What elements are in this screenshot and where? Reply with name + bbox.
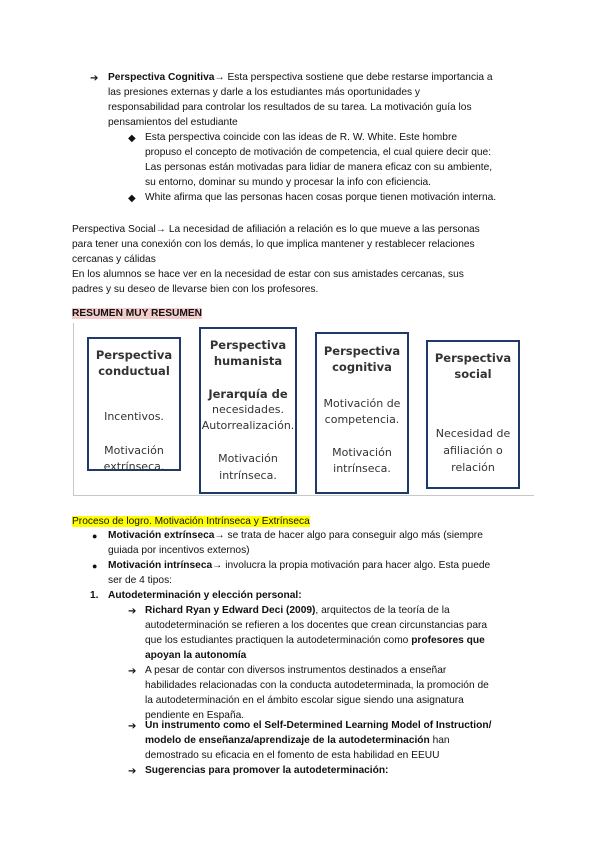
arrow-bullet-icon: ➔: [128, 766, 137, 777]
social-line-2: para tener una conexión con los demás, lo que implica mantener y restablecer relaciones: [72, 239, 475, 250]
box-title: humanista: [213, 354, 283, 368]
cognitiva-line-4: pensamientos del estudiante: [108, 117, 238, 128]
sub3-line-1: Un instrumento como el Self-Determined Learning Model of Instruction/: [145, 720, 492, 731]
social-line-3: cercanas y cálidas: [72, 254, 156, 265]
box-text: Motivación: [332, 446, 392, 459]
box-text: Motivación: [104, 444, 164, 457]
box-title: Perspectiva: [95, 348, 173, 362]
cognitiva-bullet1-line-3: Las personas están motivadas para lidiar de manera eficaz con su ambiente,: [145, 162, 493, 173]
box-title: Perspectiva: [323, 344, 401, 358]
sub2-line-4: pendiente en España.: [145, 710, 245, 721]
social-line-1: Perspectiva Social→ La necesidad de afiliación a relación es lo que mueve a las personas: [72, 224, 480, 235]
cognitiva-line-3: responsabilidad para controlar los resultados de su tarea. La motivación guía los: [108, 102, 472, 113]
arrow-bullet-icon: ➔: [128, 721, 137, 732]
extrinseca-line-1: Motivación extrínseca→ se trata de hacer algo para conseguir algo más (siempre: [108, 530, 483, 541]
item1-title: Autodeterminación y elección personal:: [108, 590, 302, 601]
box-text: intrínseca.: [333, 462, 391, 475]
sub3-line-3: demostrado su eficacia en el fomento de esta habilidad en EEUU: [145, 750, 440, 761]
summary-box-conductual: [87, 337, 181, 471]
cognitiva-title: Perspectiva Cognitiva: [108, 72, 215, 83]
diamond-bullet-icon: ◆: [128, 133, 136, 144]
cognitiva-line-2: las presiones externas y darle a los estudiantes más oportunidades y: [108, 87, 421, 98]
extrinseca-line-2: guiada por incentivos externos): [108, 545, 250, 556]
box-text: Jerarquía de: [208, 387, 288, 401]
proceso-heading: Proceso de logro. Motivación Intrínseca y Extrínseca: [72, 516, 310, 527]
cognitiva-bullet1-line-2: propuso el concepto de motivación de competencia, el cual quiere decir que:: [145, 147, 492, 158]
sub4-line-1: Sugerencias para promover la autodeterminación:: [145, 765, 389, 776]
sub1-line-4: apoyan la autonomía: [145, 650, 247, 661]
summary-box-social: [426, 340, 520, 489]
sub1-line-1: Richard Ryan y Edward Deci (2009), arquitectos de la teoría de la: [145, 605, 450, 616]
social-line-5: padres y su deseo de llevarse bien con los profesores.: [72, 284, 319, 295]
box-text: Motivación: [218, 452, 278, 465]
sub1-line-2: autodeterminación se refieren a los docentes que crean circunstancias para: [145, 620, 488, 631]
arrow-bullet-icon: ➔: [128, 666, 137, 677]
round-bullet-icon: ●: [92, 531, 98, 541]
box-text: Incentivos.: [104, 410, 164, 423]
box-text: intrínseca.: [219, 469, 277, 482]
diamond-bullet-icon: ◆: [128, 193, 136, 204]
box-text: relación: [451, 461, 495, 474]
box-text: afiliación o: [443, 444, 503, 457]
sub2-line-2: habilidades relacionadas con la conducta autodeterminada, la promoción de: [145, 680, 489, 691]
resumen-heading: RESUMEN MUY RESUMEN: [72, 308, 202, 319]
cognitiva-bullet1-line-1: Esta perspectiva coincide con las ideas de R. W. White. Este hombre: [145, 132, 457, 143]
cognitiva-line-1: Perspectiva Cognitiva→ Esta perspectiva sostiene que debe restarse importancia a: [108, 72, 493, 83]
box-text: Motivación de: [323, 397, 401, 410]
box-text: extrínseca.: [103, 460, 165, 473]
intrinseca-line-2: ser de 4 tipos:: [108, 575, 172, 586]
box-title: conductual: [98, 364, 170, 378]
summary-box-humanista: [199, 327, 297, 494]
box-title: social: [454, 367, 492, 381]
cognitiva-bullet1-line-4: su entorno, dominar su mundo y procesar la info con eficiencia.: [145, 177, 431, 188]
sub2-line-3: la autodeterminación en el ámbito escolar sigue siendo una asignatura: [145, 695, 464, 706]
arrow-bullet-icon: ➔: [90, 73, 99, 84]
arrow-bullet-icon: ➔: [128, 606, 137, 617]
item1-number: 1.: [90, 590, 99, 601]
box-text: necesidades.: [211, 403, 285, 416]
box-text: Necesidad de: [435, 427, 511, 440]
box-title: cognitiva: [332, 360, 392, 374]
sub2-line-1: A pesar de contar con diversos instrumentos destinados a enseñar: [145, 665, 447, 676]
sub3-line-2: modelo de enseñanza/aprendizaje de la autodeterminación han: [145, 735, 450, 746]
box-text: Autorrealización.: [201, 419, 295, 432]
intrinseca-line-1: Motivación intrínseca→ involucra la propia motivación para hacer algo. Esta puede: [108, 560, 491, 571]
box-text: competencia.: [324, 413, 400, 426]
social-line-4: En los alumnos se hace ver en la necesidad de estar con sus amistades cercanas, sus: [72, 269, 464, 280]
sub1-line-3: que los estudiantes practiquen la autodeterminación como profesores que: [145, 635, 485, 646]
box-title: Perspectiva: [434, 351, 512, 365]
summary-box-cognitiva: [315, 332, 409, 494]
box-title: Perspectiva: [209, 338, 287, 352]
cognitiva-bullet2: White afirma que las personas hacen cosas porque tienen motivación interna.: [145, 192, 497, 203]
round-bullet-icon: ●: [92, 561, 98, 571]
